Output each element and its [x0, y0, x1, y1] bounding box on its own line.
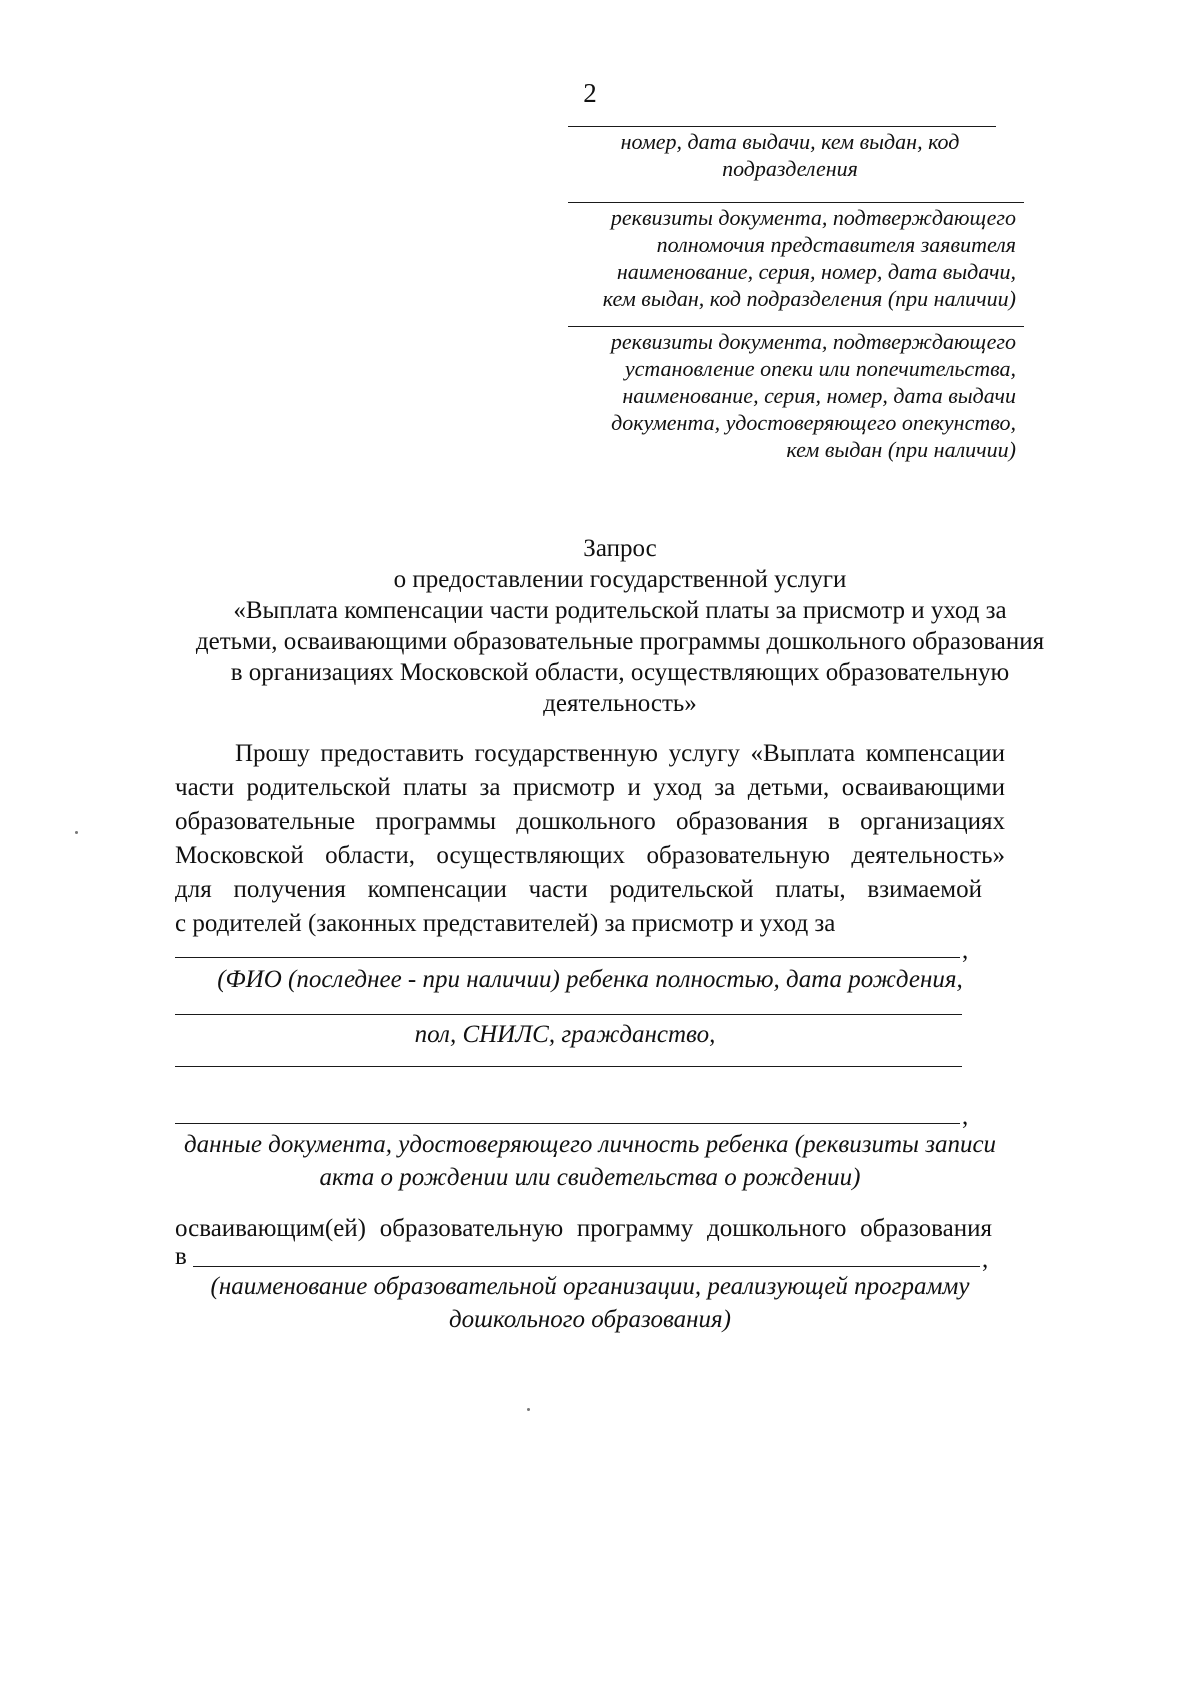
child-gender-line — [175, 1014, 962, 1015]
passport-details-caption: номер, дата выдачи, кем выдан, код подразделения — [620, 129, 960, 181]
guardianship-doc-caption-line: документа, удостоверяющего опекунство, — [611, 410, 1016, 435]
in-prefix: в — [175, 1243, 187, 1270]
guardianship-doc-caption-line: установление опеки или попечительства, — [624, 356, 1016, 381]
request-line: образовательные программы дошкольного образования в организациях — [175, 808, 1005, 835]
guardianship-doc-caption — [580, 328, 1016, 463]
program-paragraph — [175, 1212, 992, 1246]
child-fio-caption: (ФИО (последнее - при наличии) ребенка полностью, дата рождения, — [217, 966, 963, 993]
representative-doc-line — [568, 202, 1024, 203]
passport-details-line — [568, 126, 996, 127]
child-gender-caption: пол, СНИЛС, гражданство, — [414, 1021, 716, 1048]
organization-caption: (наименование образовательной организации, реализующей программу дошкольного образования) — [210, 1273, 970, 1333]
representative-doc-caption-line: наименование, серия, номер, дата выдачи, — [616, 259, 1016, 284]
title-service-name: «Выплата компенсации части родительской платы за присмотр и уход за детьми, осваивающими образовательные программы дошкольного образования в организациях Московской области, осуществляющих образовательную деятельность» — [195, 597, 1045, 717]
request-line: Московской области, осуществляющих образовательную деятельность» — [175, 842, 1005, 869]
child-extra-line — [175, 1066, 962, 1067]
request-line: для получения компенсации части родительской платы, взимаемой — [175, 876, 982, 903]
child-document-comma: , — [962, 1103, 969, 1130]
representative-doc-caption-line: кем выдан, код подразделения (при наличии) — [602, 286, 1016, 311]
request-line: Прошу предоставить государственную услугу «Выплата компенсации — [235, 740, 1005, 767]
document-title — [180, 533, 1060, 719]
guardianship-doc-line — [568, 326, 1024, 327]
representative-doc-caption-line: реквизиты документа, подтверждающего — [610, 205, 1016, 230]
representative-doc-caption — [580, 204, 1016, 312]
child-document-line — [175, 1123, 960, 1124]
guardianship-doc-caption-line: кем выдан (при наличии) — [786, 437, 1016, 462]
guardianship-doc-caption-line: реквизиты документа, подтверждающего — [610, 329, 1016, 354]
scan-speck — [527, 1408, 530, 1411]
title-subtitle: о предоставлении государственной услуги — [393, 566, 847, 593]
organization-comma: , — [982, 1246, 989, 1273]
child-fio-line — [175, 957, 960, 958]
request-line: части родительской платы за присмотр и уход за детьми, осваивающими — [175, 774, 1005, 801]
child-document-caption: данные документа, удостоверяющего личность ребенка (реквизиты записи акта о рождении или свидетельства о рождении) — [183, 1131, 997, 1191]
organization-line — [193, 1266, 980, 1267]
scan-speck — [75, 831, 78, 834]
title-word: Запрос — [583, 535, 657, 562]
page-number: 2 — [583, 78, 597, 108]
guardianship-doc-caption-line: наименование, серия, номер, дата выдачи — [622, 383, 1016, 408]
program-line: осваивающим(ей) образовательную программу дошкольного образования — [175, 1215, 992, 1242]
representative-doc-caption-line: полномочия представителя заявителя — [656, 232, 1016, 257]
request-last-line: с родителей (законных представителей) за присмотр и уход за — [175, 910, 836, 937]
request-paragraph — [175, 737, 1005, 941]
child-fio-comma: , — [962, 937, 969, 964]
